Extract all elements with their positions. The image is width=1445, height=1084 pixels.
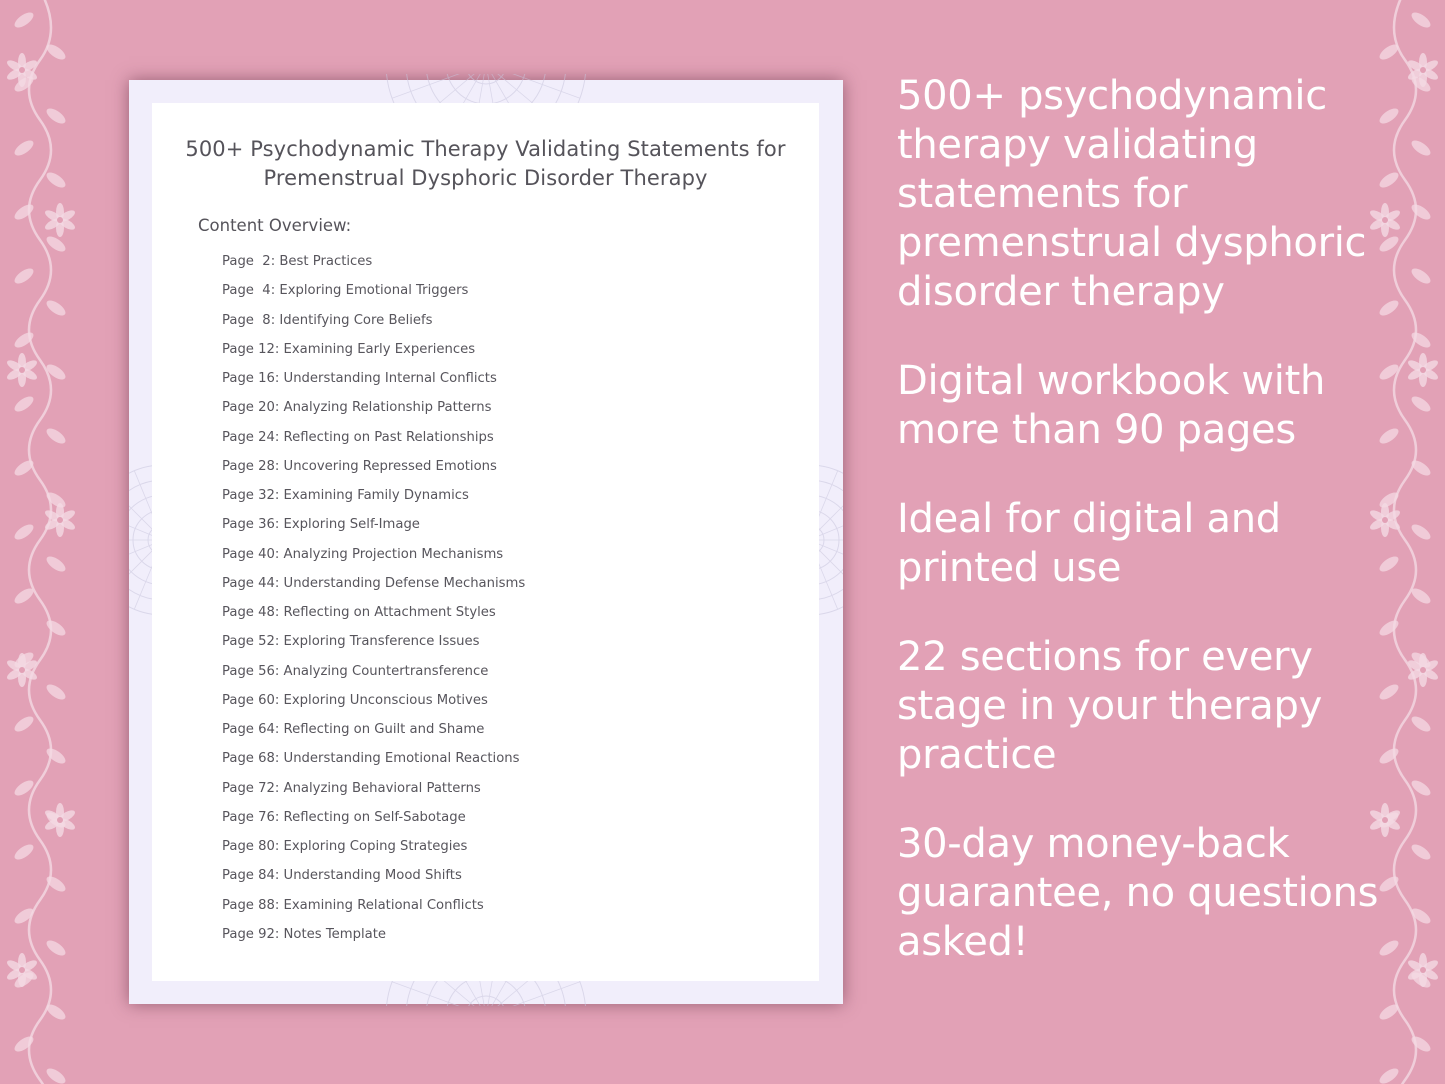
toc-section-title: Notes Template — [283, 926, 386, 942]
toc-page-number: Page 52: — [222, 634, 280, 650]
toc-page-number: Page 80: — [222, 839, 280, 854]
mandala-left-icon — [129, 460, 153, 620]
toc-item — [222, 810, 525, 839]
toc-section-title: Exploring Coping Strategies — [283, 839, 468, 854]
toc-page-number: Page 88: — [222, 897, 280, 913]
toc-item — [222, 400, 525, 429]
table-of-contents — [222, 254, 525, 956]
mandala-top-icon — [381, 74, 591, 104]
toc-page-number: Page 24: — [222, 429, 280, 445]
document-title-line-1: 500+ Psychodynamic Therapy Validating Statements for — [185, 137, 786, 161]
toc-section-title: Analyzing Relationship Patterns — [283, 400, 492, 416]
toc-page-number: Page 60: — [222, 692, 280, 708]
toc-page-number: Page 40: — [222, 546, 280, 562]
toc-item — [222, 283, 525, 312]
feature-text: 30-day money-back guarantee, no questions asked! — [897, 821, 1379, 965]
toc-page-number: Page 44: — [222, 575, 280, 591]
toc-section-title: Exploring Self-Image — [283, 517, 420, 533]
feature-list — [897, 72, 1427, 1007]
feature-text: 22 sections for every stage in your therapy practice — [897, 634, 1322, 778]
feature-text: Digital workbook with more than 90 pages — [897, 358, 1326, 453]
toc-page-number: Page 2: — [222, 254, 276, 269]
toc-item — [222, 927, 525, 956]
toc-section-title: Understanding Internal Conflicts — [283, 371, 497, 386]
toc-item — [222, 254, 525, 283]
toc-section-title: Uncovering Repressed Emotions — [283, 458, 497, 474]
document-page — [152, 103, 819, 981]
toc-section-title: Examining Relational Conflicts — [283, 897, 484, 913]
toc-item — [222, 576, 525, 605]
floral-vine-left-icon — [0, 0, 90, 1084]
toc-section-title: Exploring Unconscious Motives — [283, 692, 488, 708]
toc-item — [222, 605, 525, 634]
toc-section-title: Examining Early Experiences — [283, 341, 476, 357]
toc-page-number: Page 4: — [222, 283, 276, 299]
toc-item — [222, 459, 525, 488]
toc-section-title: Examining Family Dynamics — [283, 488, 469, 503]
mandala-right-icon — [819, 460, 843, 620]
document-preview — [129, 80, 843, 1004]
toc-item — [222, 488, 525, 517]
toc-item — [222, 839, 525, 868]
toc-section-title: Best Practices — [279, 254, 373, 269]
mandala-bottom-icon — [381, 980, 591, 1006]
toc-item — [222, 517, 525, 546]
toc-page-number: Page 92: — [222, 926, 280, 942]
document-title — [172, 135, 799, 193]
toc-page-number: Page 36: — [222, 517, 280, 533]
toc-page-number: Page 56: — [222, 663, 280, 679]
toc-item — [222, 634, 525, 663]
toc-section-title: Reflecting on Self-Sabotage — [283, 809, 466, 825]
toc-page-number: Page 68: — [222, 751, 280, 767]
toc-section-title: Analyzing Countertransference — [283, 663, 489, 679]
feature-text: Ideal for digital and printed use — [897, 496, 1281, 591]
toc-page-number: Page 64: — [222, 722, 280, 737]
toc-item — [222, 781, 525, 810]
toc-item — [222, 664, 525, 693]
toc-page-number: Page 72: — [222, 780, 280, 796]
toc-item — [222, 547, 525, 576]
toc-section-title: Analyzing Behavioral Patterns — [283, 780, 481, 796]
toc-item — [222, 342, 525, 371]
toc-section-title: Understanding Defense Mechanisms — [283, 575, 526, 591]
toc-section-title: Identifying Core Beliefs — [279, 312, 433, 328]
toc-page-number: Page 12: — [222, 341, 280, 357]
toc-page-number: Page 48: — [222, 605, 280, 620]
toc-page-number: Page 76: — [222, 809, 280, 825]
toc-page-number: Page 8: — [222, 312, 276, 328]
toc-section-title: Exploring Emotional Triggers — [279, 283, 469, 299]
toc-section-title: Analyzing Projection Mechanisms — [283, 546, 504, 562]
toc-section-title: Exploring Transference Issues — [283, 634, 480, 650]
toc-item — [222, 693, 525, 722]
toc-section-title: Reflecting on Guilt and Shame — [283, 722, 485, 737]
toc-item — [222, 898, 525, 927]
toc-page-number: Page 16: — [222, 371, 280, 386]
toc-item — [222, 371, 525, 400]
toc-section-title: Reflecting on Past Relationships — [283, 429, 494, 445]
toc-page-number: Page 32: — [222, 488, 280, 503]
toc-item — [222, 751, 525, 780]
toc-section-title: Understanding Mood Shifts — [283, 868, 462, 884]
toc-page-number: Page 20: — [222, 400, 280, 416]
toc-item — [222, 313, 525, 342]
toc-section-title: Understanding Emotional Reactions — [283, 751, 520, 767]
toc-item — [222, 868, 525, 897]
toc-section-title: Reflecting on Attachment Styles — [283, 605, 496, 620]
toc-item — [222, 430, 525, 459]
toc-item — [222, 722, 525, 751]
toc-page-number: Page 28: — [222, 458, 280, 474]
toc-page-number: Page 84: — [222, 868, 280, 884]
document-title-line-2: Premenstrual Dysphoric Disorder Therapy — [263, 166, 708, 190]
content-overview-heading: Content Overview: — [198, 216, 352, 235]
feature-text: 500+ psychodynamic therapy validating statements for premenstrual dysphoric disorder therapy — [897, 73, 1367, 315]
